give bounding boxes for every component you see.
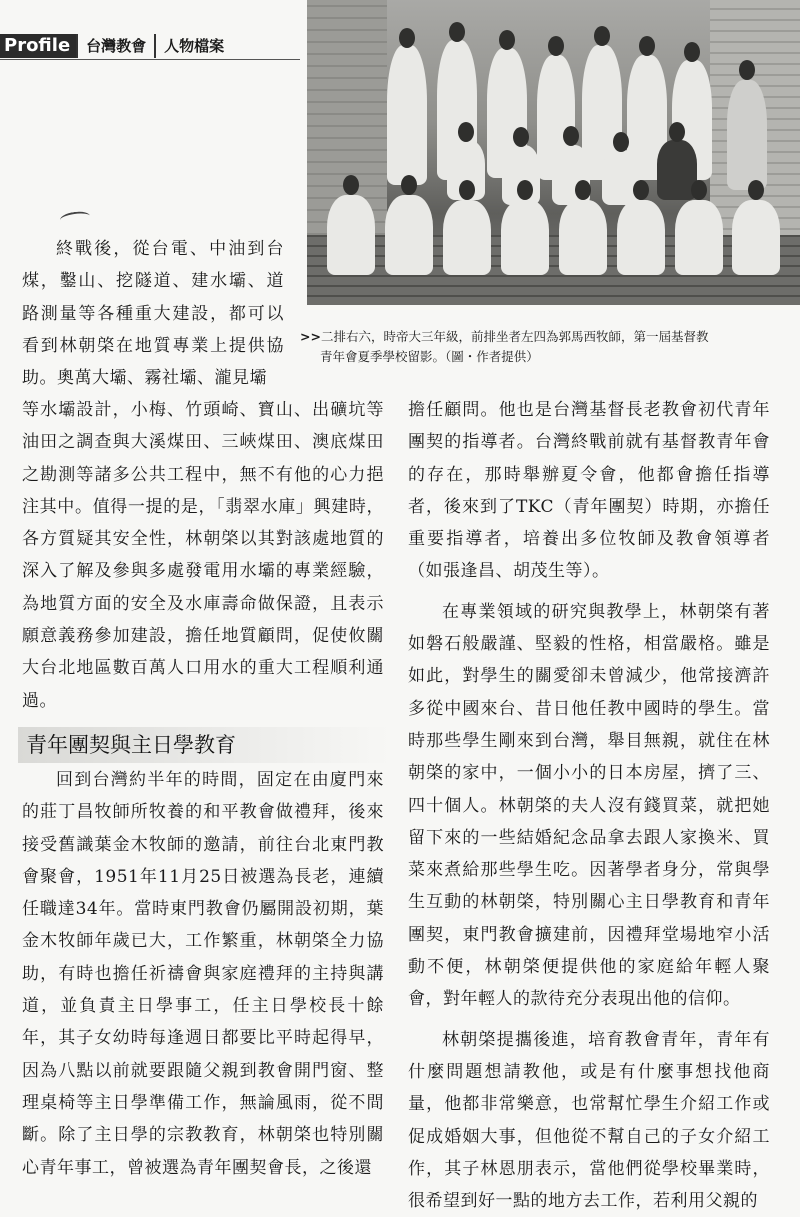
left-column <box>22 394 384 717</box>
section-label: 台灣教會 <box>76 34 154 58</box>
photo-steps <box>307 235 800 305</box>
right-paragraph-1: 擔任顧問。他也是台灣基督長老教會初代青年團契的指導者。台灣終戰前就有基督教青年會的存在，那時舉辦夏令會，他都會擔任指導者，後來到了TKC（青年團契）時期，亦擔任重要指導者，培養出多位牧師及教會領導者（如張逢昌、胡茂生等）。 <box>408 400 770 582</box>
caption-marker: >> <box>300 329 321 344</box>
group-photo <box>307 0 800 305</box>
caption-line-1: 二排右六，時帝大三年級，前排坐者左四為郭馬西牧師，第一屆基督教 <box>320 329 709 344</box>
left-paragraph-1: 等水壩設計，小梅、竹頭崎、寶山、出礦坑等油田之調查與大溪煤田、三峽煤田、澳底煤田之勘測等諸多公共工程中，無不有他的心力挹注其中。值得一提的是，「翡翠水庫」興建時，各方質疑其安全性，林朝棨以其對該處地質的深入了解及參與多處發電用水壩的專業經驗，為地質方面的安全及水庫壽命做保證，且表示願意義務參加建設，擔任地質顧問，促使攸關大台北地區數百萬人口用水的重大工程順利通過。 <box>22 400 384 711</box>
subsection-label: 人物檔案 <box>154 34 232 58</box>
section-heading: 青年團契與主日學教育 <box>18 727 390 763</box>
page-header <box>0 34 300 58</box>
intro-column <box>22 233 284 394</box>
right-column <box>408 394 770 1217</box>
caption-line-2: 青年會夏季學校留影。（圖・作者提供） <box>320 349 539 364</box>
intro-paragraph: 終戰後，從台電、中油到台煤，鑿山、挖隧道、建水壩、道路測量等各種重大建設，都可以看到林朝棨在地質專業上提供協助。奧萬大壩、霧社壩、瀧見壩 <box>22 239 284 389</box>
decorative-stroke <box>59 210 90 226</box>
header-divider <box>0 59 300 60</box>
right-paragraph-3: 林朝棨提攜後進，培育教會青年，青年有什麼問題想請教他，或是有什麼事想找他商量，他都非常樂意，也常幫忙學生介紹工作或促成婚姻大事，但他從不幫自己的子女介紹工作，其子林恩朋表示，當他們從學校畢業時，很希望到好一點的地方去工作，若利用父親的 <box>408 1029 770 1212</box>
photo-caption <box>300 327 770 367</box>
profile-logo: Profile <box>0 34 76 58</box>
left-column-2 <box>22 764 384 1184</box>
right-paragraph-2: 在專業領域的研究與教學上，林朝棨有著如磐石般嚴謹、堅毅的性格，相當嚴格。雖是如此，對學生的關愛卻未曾減少，他常接濟許多從中國來台、昔日他任教中國時的學生。當時那些學生剛來到台灣，舉目無親，就住在林朝棨的家中，一個小小的日本房屋，擠了三、四十個人。林朝棨的夫人沒有錢買菜，就把她留下來的一些結婚紀念品拿去跟人家換米、買菜來煮給那些學生吃。因著學者身分，常與學生互動的林朝棨，特別關心主日學教育和青年團契，東門教會擴建前，因禮拜堂場地窄小活動不便，林朝棨便提供他的家庭給年輕人聚會，對年輕人的款待充分表現出他的信仰。 <box>408 601 770 1010</box>
left-paragraph-2: 回到台灣約半年的時間，固定在由廈門來的莊丁昌牧師所牧養的和平教會做禮拜，後來接受舊識葉金木牧師的邀請，前往台北東門教會聚會，1951年11月25日被選為長老，連續任職達34年。當時東門教會仍屬開設初期，葉金木牧師年歲已大，工作繁重，林朝棨全力協助，有時也擔任祈禱會與家庭禮拜的主持與講道，並負責主日學事工，任主日學校長十餘年，其子女幼時每逢週日都要比平時起得早，因為八點以前就要跟隨父親到教會開門窗、整理桌椅等主日學準備工作，無論風雨，從不間斷。除了主日學的宗教教育，林朝棨也特別關心青年事工，曾被選為青年團契會長，之後還 <box>22 770 384 1178</box>
